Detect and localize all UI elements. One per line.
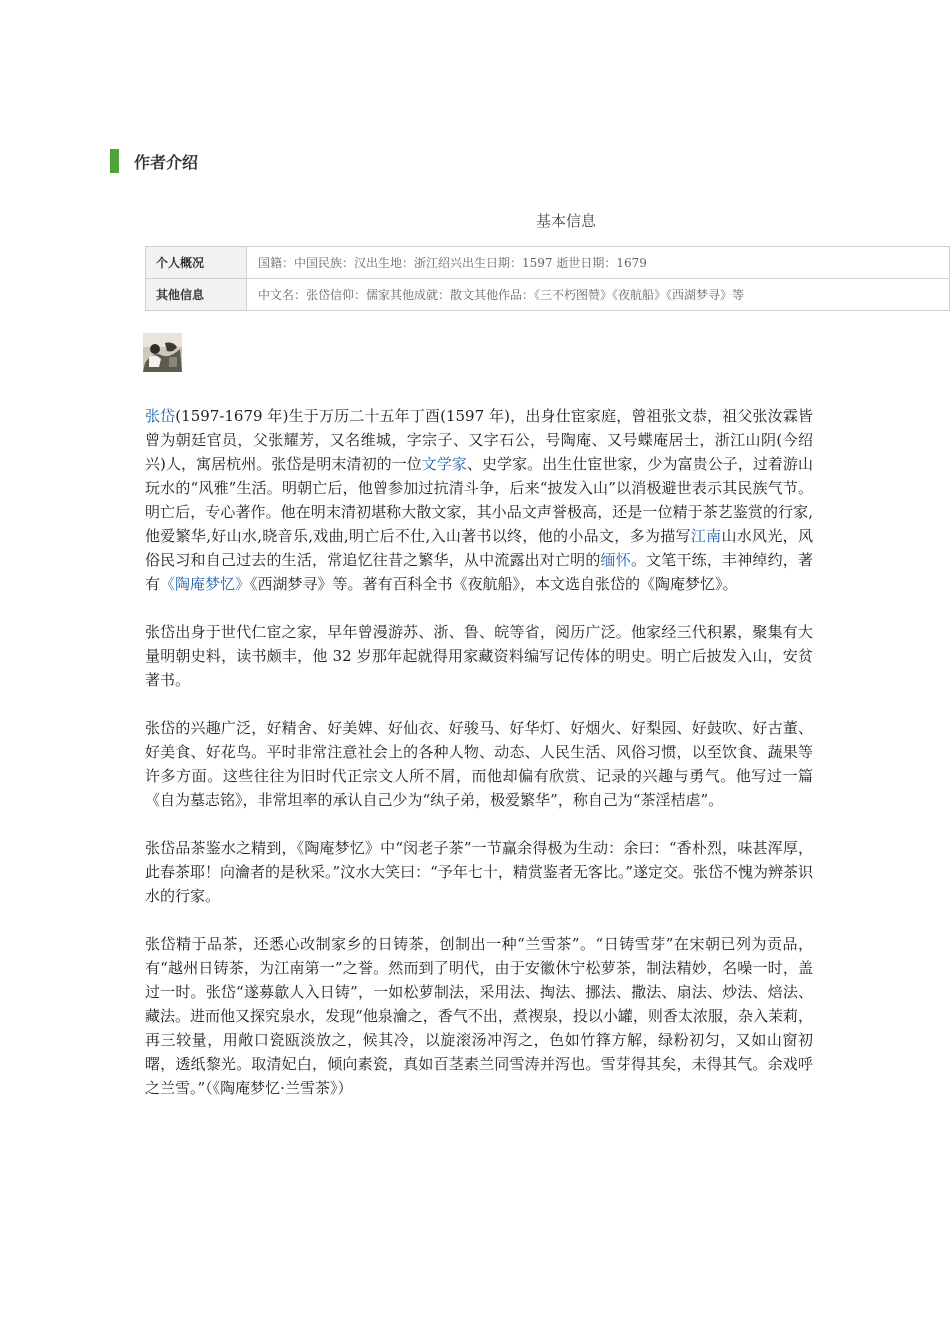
paragraph (145, 836, 813, 908)
text-run: 。文笔干练，丰神绰约，著有 (145, 551, 813, 593)
portrait-image-icon (143, 333, 182, 372)
inline-link[interactable]: 《陶庵梦忆》 (160, 575, 251, 593)
text-run: 张岱精于品茶，还悉心改制家乡的日铸茶，创制出一种“兰雪茶”。“日铸雪芽”在宋朝已列为贡品，有“越州日铸茶，为江南第一”之誉。然而到了明代，由于安徽休宁松萝茶，制法精妙，名噪一时，盖过一时。张岱“遂募歙人入日铸”，一如松萝制法，采用法、掏法、挪法、撒法、扇法、炒法、焙法、藏法。进而他又探究泉水，发现“他泉瀹之，香气不出，煮禊泉，投以小罐，则香太浓服，杂入茉莉，再三较量，用敞口瓷瓯淡放之，候其冷，以旋滚汤冲泻之，色如竹箨方解，绿粉初匀，又如山窗初曙，透纸黎光。取清妃白，倾向素瓷，真如百茎素兰同雪涛并泻也。雪芽得其矣，未得其气。余戏呼之兰雪。”（《陶庵梦忆·兰雪茶》） (145, 935, 813, 1097)
basic-info-table (145, 246, 950, 311)
text-run: 张岱的兴趣广泛，好精舍、好美婢、好仙衣、好骏马、好华灯、好烟火、好梨园、好鼓吹、好古董、好美食、好花鸟。平时非常注意社会上的各种人物、动态、人民生活、风俗习惯，以至饮食、蔬果等许多方面。这些往往为旧时代正宗文人所不屑，而他却偏有欣赏、记录的兴趣与勇气。他写过一篇《自为墓志铭》，非常坦率的承认自己少为“纨子弟，极爱繁华”，称自己为“茶淫桔虐”。 (145, 719, 813, 809)
inline-link[interactable]: 江南 (690, 527, 722, 545)
paragraph (145, 932, 813, 1100)
row-value: 中文名：张岱信仰：儒家其他成就：散文其他作品：《三不朽图赞》《夜航船》《西湖梦寻》等 (247, 279, 950, 311)
text-run: 张岱品茶鉴水之精到，《陶庵梦忆》中“闵老子茶”一节赢余得极为生动：余曰：“香朴烈，味甚浑厚，此春茶耶！向瀹者的是秋采。”汶水大笑曰：“予年七十，精赏鉴者无客比。”遂定交。张岱不愧为辨茶识水的行家。 (145, 839, 814, 905)
paragraph (145, 404, 813, 596)
row-label: 其他信息 (146, 279, 247, 311)
text-run: 山水风光，风俗民习和自己过去的生活，常追忆往昔之繁华，从中流露出对亡明的 (145, 527, 813, 569)
text-run: 《西湖梦寻》等。著有百科全书《夜航船》，本文选自张岱的《陶庵梦忆》。 (250, 575, 738, 593)
section-title: 作者介绍 (134, 153, 199, 172)
table-row (146, 247, 950, 279)
row-value: 国籍：中国民族：汉出生地：浙江绍兴出生日期：1597 逝世日期：1679 (247, 247, 950, 279)
inline-link[interactable]: 缅怀 (600, 551, 631, 569)
text-run: 张岱出身于世代仁宦之家，早年曾漫游苏、浙、鲁、皖等省，阅历广泛。他家经三代积累，聚集有大量明朝史料，读书颇丰，他 32 岁那年起就得用家藏资料编写记传体的明史。明亡后披发入山，安贫著书。 (145, 623, 813, 689)
author-portrait-thumbnail[interactable] (143, 333, 182, 372)
table-row (146, 279, 950, 311)
inline-link[interactable]: 张岱 (145, 407, 176, 425)
text-run: 、史学家。出生仕宦世家，少为富贵公子，过着游山玩水的“风雅”生活。明朝亡后，他曾参加过抗清斗争，后来“披发入山”以消极避世表示其民族气节。明亡后，专心著作。他在明末清初堪称大散文家，其小品文声誉极高，还是一位精于茶艺鉴赏的行家,他爱繁华,好山水,晓音乐,戏曲,明亡后不仕,入山著书以终，他的小品文，多为描写 (145, 455, 813, 545)
inline-link[interactable]: 文学家 (421, 455, 467, 473)
paragraph (145, 620, 813, 692)
article-body (145, 404, 813, 1124)
paragraph (145, 716, 813, 812)
basic-info-title: 基本信息 (535, 212, 596, 230)
text-run: (1597-1679 年)生于万历二十五年丁酉(1597 年)，出身仕宦家庭，曾祖张文恭，祖父张汝霖皆曾为朝廷官员，父张耀芳，又名维城，字宗子、又字石公，号陶庵、又号蝶庵居士，浙江山阴(今绍兴)人，寓居杭州。张岱是明末清初的一位 (145, 407, 813, 473)
row-label: 个人概况 (146, 247, 247, 279)
section-accent-bar (110, 149, 119, 173)
